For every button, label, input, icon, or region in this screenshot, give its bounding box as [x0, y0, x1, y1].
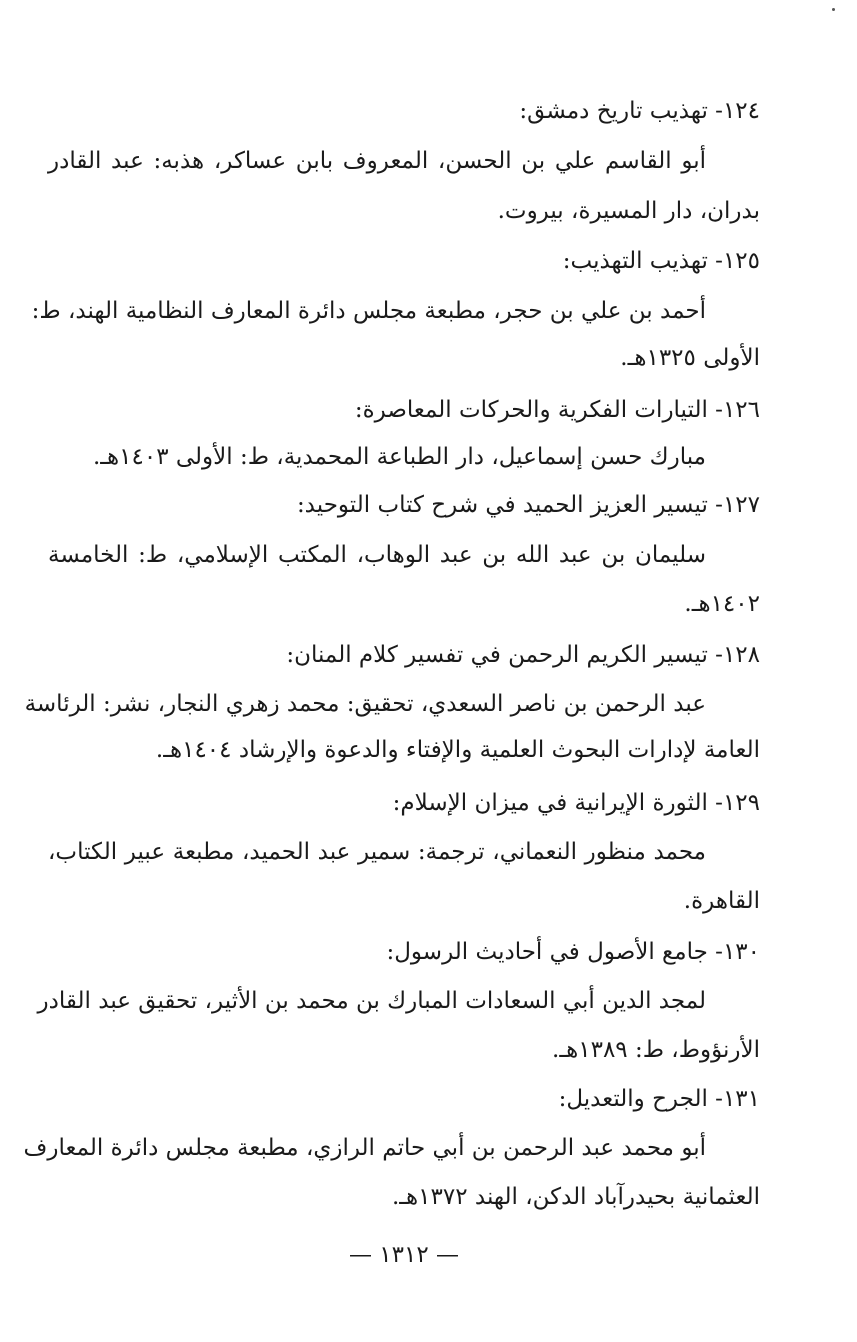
- entry-body-line: القاهرة.: [683, 888, 760, 914]
- entry-body-line: لمجد الدين أبي السعادات المبارك بن محمد بن الأثير، تحقيق عبد القادر: [37, 988, 706, 1014]
- entry-heading: ١٢٨- تيسير الكريم الرحمن في تفسير كلام المنان:: [286, 642, 760, 668]
- entry-body-line: محمد منظور النعماني، ترجمة: سمير عبد الحميد، مطبعة عبير الكتاب،: [48, 839, 706, 865]
- entry-heading: ١٣١- الجرح والتعديل:: [558, 1086, 760, 1112]
- entry-body-line: مبارك حسن إسماعيل، دار الطباعة المحمدية، ط: الأولى ١٤٠٣هـ.: [92, 444, 706, 470]
- entry-body-line: العثمانية بحيدرآباد الدكن، الهند ١٣٧٢هـ.: [391, 1184, 760, 1210]
- scan-mark: [832, 8, 835, 11]
- bibliography-page: [23, 0, 760, 1342]
- page-number: — ١٣١٢ —: [348, 1242, 460, 1268]
- entry-body-line: أبو محمد عبد الرحمن بن أبي حاتم الرازي، مطبعة مجلس دائرة المعارف: [23, 1135, 706, 1161]
- entry-heading: ١٣٠- جامع الأصول في أحاديث الرسول:: [386, 939, 760, 965]
- entry-body-line: الأولى ١٣٢٥هـ.: [620, 345, 760, 371]
- entry-body-line: عبد الرحمن بن ناصر السعدي، تحقيق: محمد زهري النجار، نشر: الرئاسة: [24, 691, 706, 717]
- entry-heading: ١٢٤- تهذيب تاريخ دمشق:: [519, 98, 760, 124]
- entry-heading: ١٢٧- تيسير العزيز الحميد في شرح كتاب التوحيد:: [296, 492, 760, 518]
- entry-body-line: سليمان بن عبد الله بن عبد الوهاب، المكتب الإسلامي، ط: الخامسة: [48, 542, 706, 568]
- entry-body-line: أحمد بن علي بن حجر، مطبعة مجلس دائرة المعارف النظامية الهند، ط:: [31, 298, 706, 324]
- entry-body-line: أبو القاسم علي بن الحسن، المعروف بابن عساكر، هذبه: عبد القادر: [48, 148, 706, 174]
- entry-body-line: الأرنؤوط، ط: ١٣٨٩هـ.: [552, 1037, 760, 1063]
- entry-heading: ١٢٥- تهذيب التهذيب:: [562, 248, 760, 274]
- entry-body-line: بدران، دار المسيرة، بيروت.: [497, 198, 760, 224]
- entry-body-line: ١٤٠٢هـ.: [684, 591, 760, 617]
- entry-heading: ١٢٩- الثورة الإيرانية في ميزان الإسلام:: [392, 790, 760, 816]
- entry-heading: ١٢٦- التيارات الفكرية والحركات المعاصرة:: [354, 397, 760, 423]
- entry-body-line: العامة لإدارات البحوث العلمية والإفتاء والدعوة والإرشاد ١٤٠٤هـ.: [155, 737, 760, 763]
